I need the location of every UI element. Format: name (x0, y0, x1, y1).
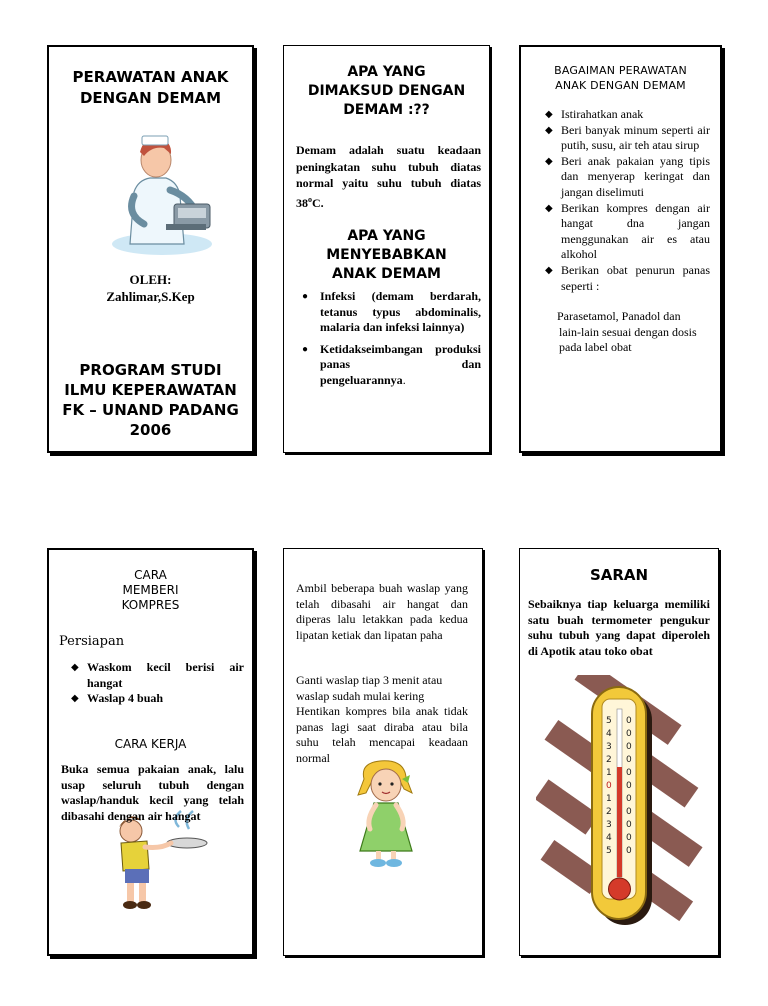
author-name: Zahlimar,S.Kep (106, 289, 195, 304)
definition-heading-line: DEMAM :?? (343, 102, 430, 118)
program-line: PROGRAM STUDI (79, 361, 222, 379)
causes-list (298, 289, 481, 373)
persiapan-item: ◆ Waslap 4 buah (71, 691, 244, 707)
advice-heading: SARAN (589, 566, 649, 584)
thermo-right-digit: 0 (626, 755, 632, 765)
cara-kerja-text: Buka semua pakaian anak, lalu usap seluruh tubuh dengan waslap/handuk kecil yang telah dibasahi dengan air hangat (61, 762, 244, 823)
care-heading-line: BAGAIMAN PERAWATAN (554, 64, 687, 77)
care-item: ◆ Berikan kompres dengan air hangat dna jangan menggunakan air es atau alkohol (545, 201, 710, 263)
cover-title (49, 67, 252, 109)
cause-tail-end: . (402, 373, 406, 387)
thermo-left-digit: 3 (606, 820, 612, 830)
thermometer-illustration (536, 675, 706, 945)
cause-item (298, 342, 481, 373)
cause-text: Infeksi (demam berdarah, tetanus typus abdominalis, malaria dan infeksi lainnya) (320, 289, 481, 334)
cause-continuation (320, 373, 406, 388)
thermo-right-digit: 0 (626, 742, 632, 752)
thermo-left-digit: 1 (606, 794, 612, 804)
thermo-right-digit: 0 (626, 807, 632, 817)
panel-definition (283, 45, 490, 453)
compress-heading-line: KOMPRES (121, 598, 180, 612)
step-paragraph-1: Ambil beberapa buah waslap yang telah dibasahi air hangat dan diperas lalu letakkan pada kedua lipatan ketiak dan lipatan paha (296, 581, 468, 642)
panel-compress (47, 548, 254, 956)
girl-illustration (346, 759, 426, 869)
care-heading-line: ANAK DENGAN DEMAM (555, 79, 686, 92)
medicine-line: lain-lain sesuai dengan dosis (559, 324, 697, 339)
care-item: ◆ Beri anak pakaian yang tipis dan menyerap keringat dan jangan diselimuti (545, 154, 710, 201)
care-item: ◆ Istirahatkan anak (545, 107, 710, 123)
definition-heading-line: APA YANG (347, 64, 426, 80)
definition-heading (284, 63, 489, 120)
care-heading (521, 63, 720, 93)
thermo-right-digit: 0 (626, 846, 632, 856)
thermo-left-digit: 4 (606, 729, 612, 739)
definition-heading-line: DIMAKSUD DENGAN (307, 83, 466, 99)
program-line: ILMU KEPERAWATAN (64, 381, 237, 399)
care-item: ◆ Berikan obat penurun panas seperti : (545, 263, 710, 294)
panel-advice (519, 548, 719, 956)
degree-sup: o (308, 194, 312, 204)
thermo-left-digit: 2 (606, 755, 612, 765)
nurse-illustration (104, 132, 214, 258)
panel-steps (283, 548, 483, 956)
persiapan-item: ◆ Waskom kecil berisi air hangat (71, 660, 244, 691)
compress-heading-line: CARA (134, 568, 167, 582)
thermo-left-digit: 0 (606, 781, 612, 791)
thermo-left-digit: 2 (606, 807, 612, 817)
oleh-label: OLEH: (129, 272, 172, 287)
advice-text: Sebaiknya tiap keluarga memiliki satu buah termometer pengukur suhu tubuh yang dapat diperoleh di Apotik atau toko obat (528, 597, 710, 658)
care-item: ◆ Beri banyak minum seperti air putih, susu, air teh atau sirup (545, 123, 710, 154)
care-list (545, 107, 710, 294)
program-line: FK – UNAND PADANG (62, 401, 239, 419)
definition-text (296, 142, 481, 211)
thermo-right-digit: 0 (626, 716, 632, 726)
step-line: waslap sudah mulai kering (296, 688, 425, 703)
step-paragraph-2 (296, 673, 472, 704)
thermo-right-digit: 0 (626, 768, 632, 778)
thermo-left-digit: 5 (606, 716, 612, 726)
thermo-left-digit: 3 (606, 742, 612, 752)
persiapan-list (71, 660, 244, 707)
care-medicine (557, 309, 710, 356)
persiapan-label: Persiapan (59, 634, 125, 649)
thermo-right-digit: 0 (626, 781, 632, 791)
panel-care (519, 45, 722, 453)
definition-body: Demam adalah suatu keadaan peningkatan suhu tubuh diatas normal yaitu suhu tubuh diatas 38 (296, 143, 481, 210)
program-block (49, 360, 252, 440)
thermo-left-digit: 4 (606, 833, 612, 843)
step-paragraph-3: Hentikan kompres bila anak tidak panas lagi saat diraba atau bila suhu telah mencapai keadaan normal (296, 704, 468, 765)
step-line: Ganti waslap tiap 3 menit atau (296, 673, 443, 687)
definition-end: C. (312, 195, 324, 210)
thermo-right-digit: 0 (626, 833, 632, 843)
thermo-left-digit: 5 (606, 846, 612, 856)
thermo-right-digit: 0 (626, 794, 632, 804)
compress-heading (49, 568, 252, 613)
program-line: 2006 (129, 421, 172, 439)
thermo-left-digit: 1 (606, 768, 612, 778)
causes-heading-line: ANAK DEMAM (332, 266, 441, 282)
causes-heading-line: APA YANG (347, 228, 426, 244)
medicine-line: pada label obat (559, 340, 632, 355)
causes-heading (284, 227, 489, 284)
thermo-right-digit: 0 (626, 729, 632, 739)
causes-heading-line: MENYEBABKAN (326, 247, 447, 263)
medicine-line: Parasetamol, Panadol dan (557, 309, 681, 323)
cover-title-line2: DENGAN DEMAM (79, 89, 222, 107)
cause-tail: pengeluarannya (320, 373, 403, 387)
cara-kerja-label: CARA KERJA (114, 737, 187, 751)
compress-heading-line: MEMBERI (122, 583, 179, 597)
cover-title-line1: PERAWATAN ANAK (72, 68, 229, 86)
thermo-right-digit: 0 (626, 820, 632, 830)
panel-cover (47, 45, 254, 453)
cause-text: Ketidakseimbangan produksi panas dan (320, 341, 481, 371)
cause-item (298, 289, 481, 336)
author-block (49, 271, 252, 305)
